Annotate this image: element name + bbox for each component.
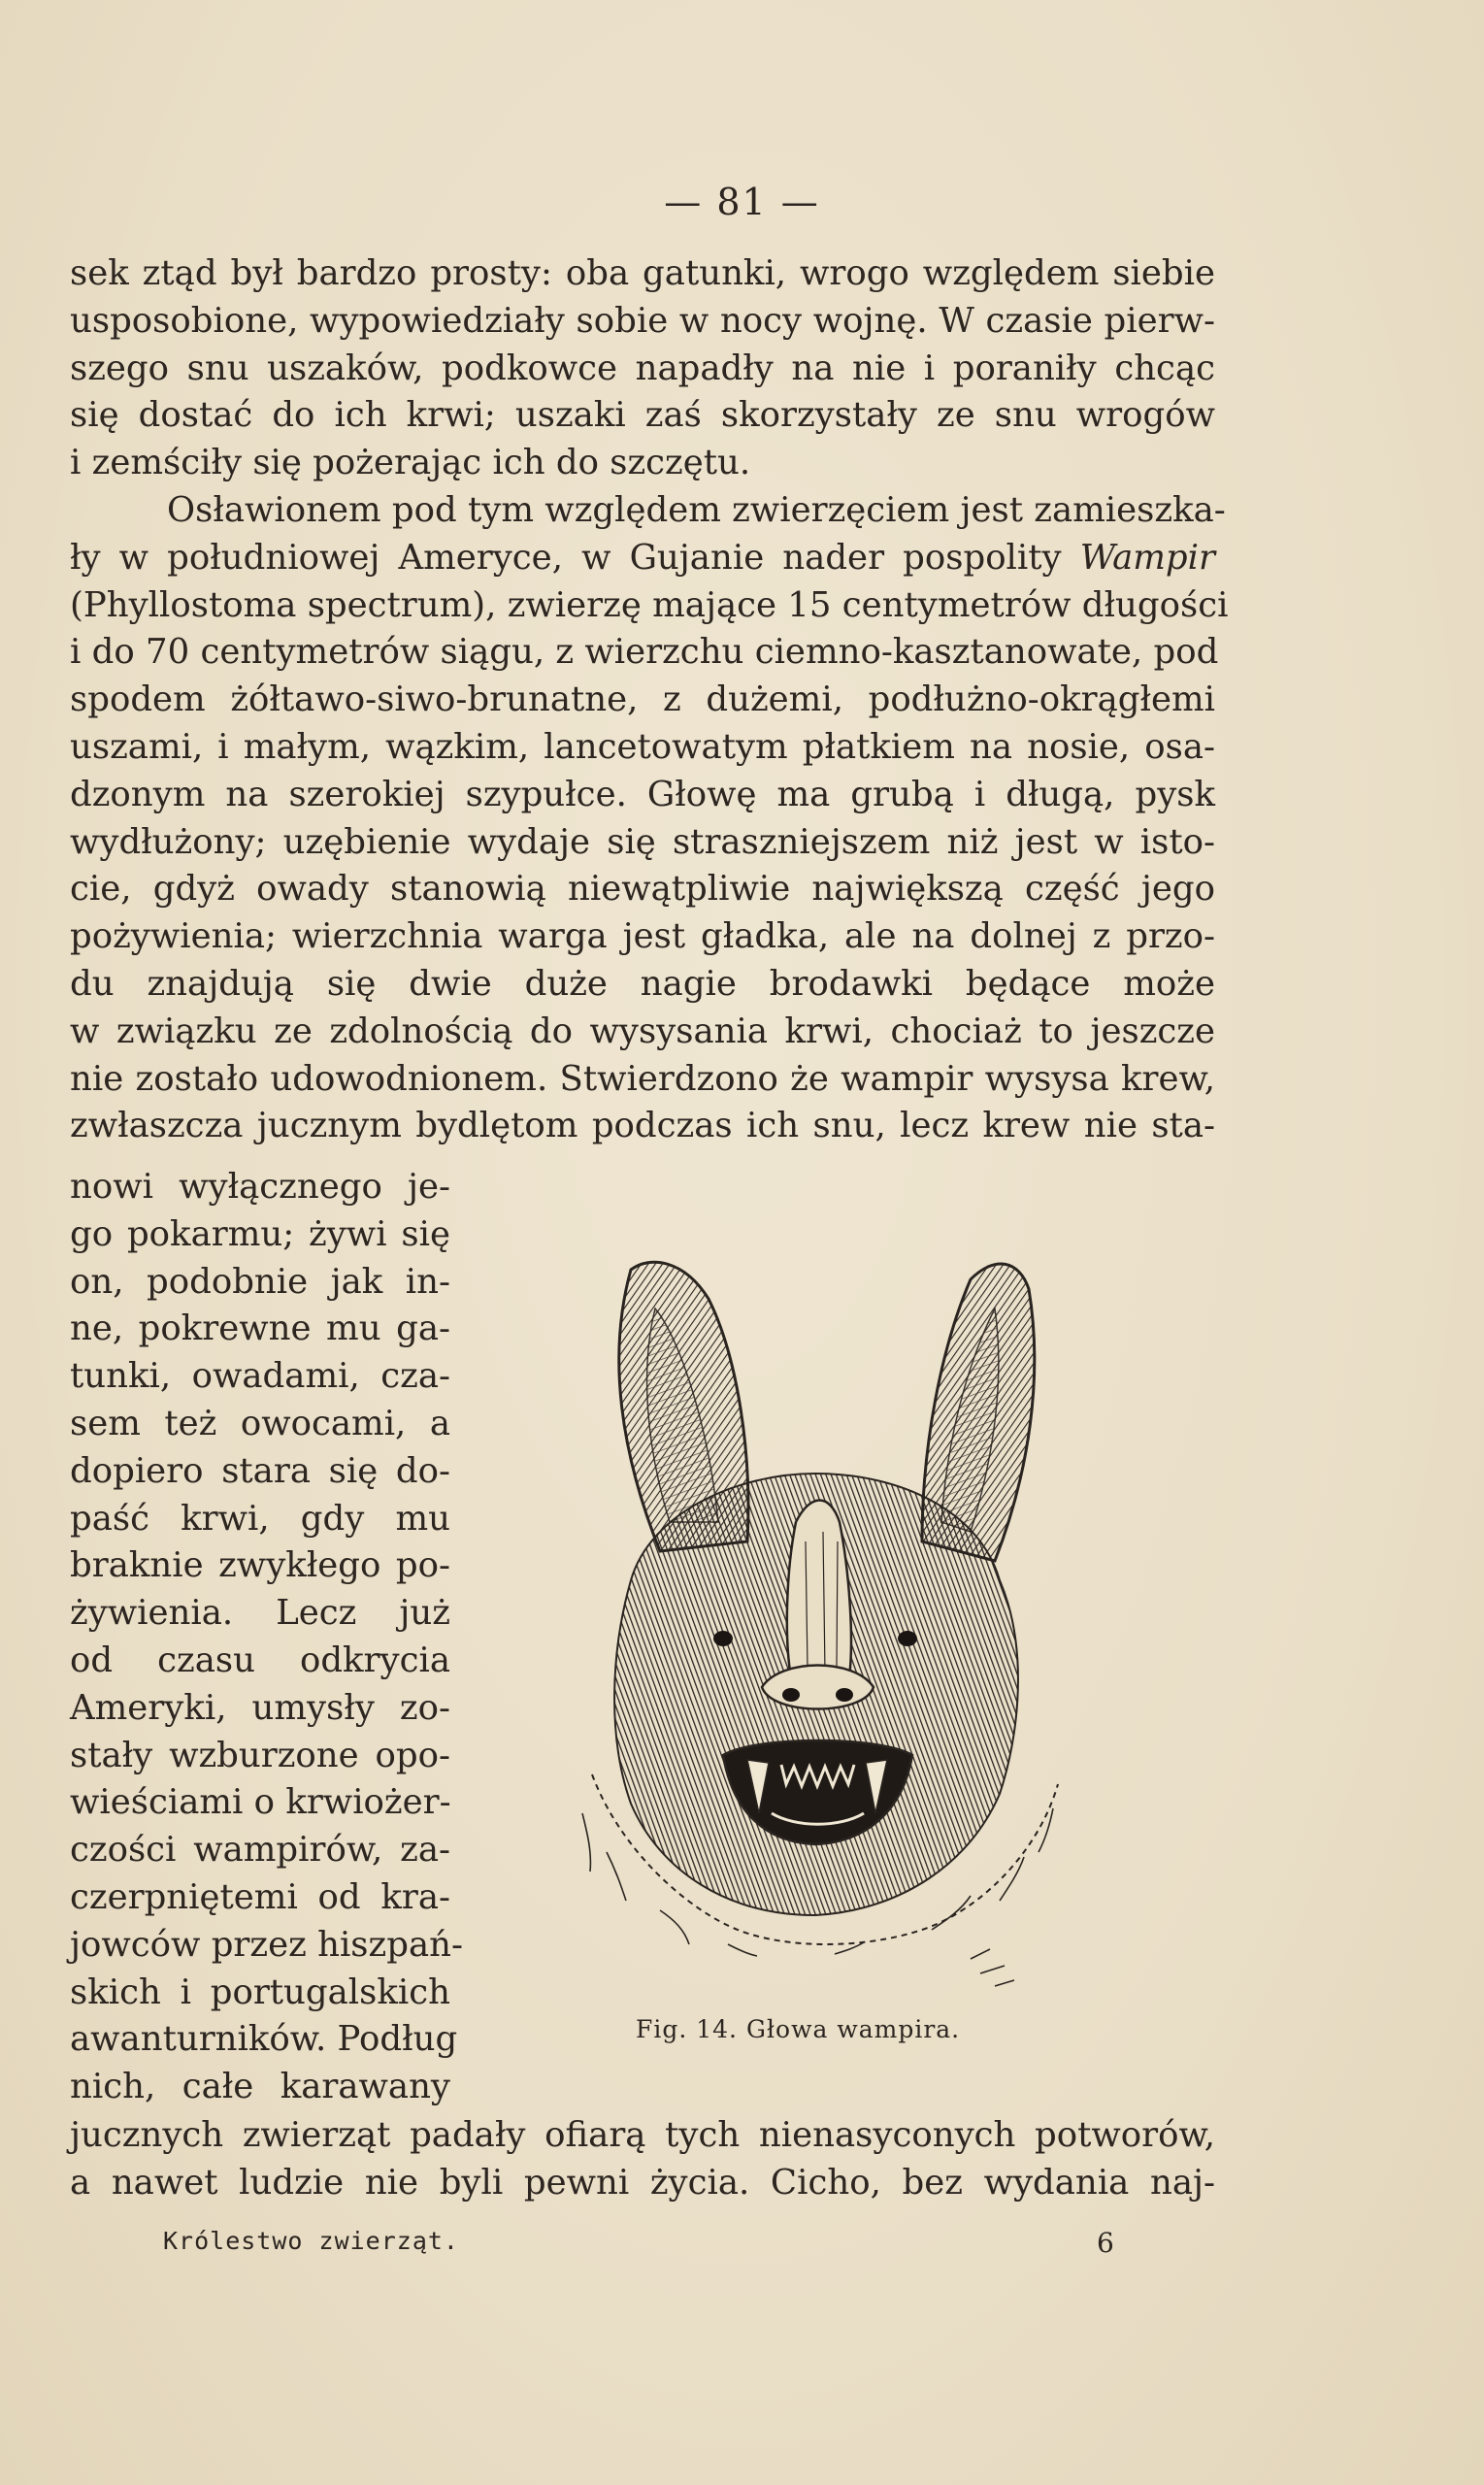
left-column-text: [70, 1164, 463, 2111]
text-line: (Phyllostoma spectrum), zwierzę mające 15 centymetrów długości: [70, 584, 1229, 625]
text-line: pożywienia; wierzchnia warga jest gładka, ale na dolnej z przo-: [70, 916, 1215, 957]
text-line: usposobione, wypowiedziały sobie w nocy wojnę. W czasie pierw-: [70, 300, 1215, 341]
text-line: sek ztąd był bardzo prosty: oba gatunki, wrogo względem siebie: [70, 253, 1215, 293]
text-line: a nawet ludzie nie byli pewni życia. Cicho, bez wydania naj-: [70, 2162, 1215, 2203]
text-line: zwłaszcza jucznym bydlętom podczas ich snu, lecz krew nie sta-: [70, 1106, 1215, 1146]
text-line: paść krwi, gdy mu: [70, 1498, 450, 1539]
text-line: tunki, owadami, cza-: [70, 1356, 450, 1397]
text-line: stały wzburzone opo-: [70, 1735, 450, 1775]
text-line: dopiero stara się do-: [70, 1450, 450, 1491]
text-line: du znajdują się dwie duże nagie brodawki będące może: [70, 963, 1215, 1004]
text-line: [70, 535, 1215, 582]
text-line: wieściami o krwiożer-: [70, 1782, 451, 1823]
text-line: go pokarmu; żywi się: [70, 1213, 450, 1254]
text-line: uszami, i małym, wązkim, lancetowatym płatkiem na nosie, osa-: [70, 726, 1215, 767]
text-line: żywienia. Lecz już: [70, 1593, 450, 1634]
text-line: się dostać do ich krwi; uszaki zaś skorzystały ze snu wrogów: [70, 395, 1215, 436]
text-line: Osławionem pod tym względem zwierzęciem jest zamieszka-: [167, 489, 1226, 530]
text-line: sem też owocami, a: [70, 1403, 450, 1443]
species-name: Wampir: [1079, 537, 1215, 578]
text-line: skich i portugalskich: [70, 1971, 450, 2012]
bottom-text-block: [70, 2112, 1215, 2207]
page-number: — 81 —: [664, 181, 820, 223]
text-line: jucznych zwierząt padały ofiarą tych nienasyconych potworów,: [70, 2115, 1215, 2155]
text-line: wydłużony; uzębienie wydaje się straszniejszem niż jest w isto-: [70, 821, 1215, 862]
text-line: od czasu odkrycia: [70, 1640, 450, 1680]
text-line: awanturników. Podług: [70, 2019, 458, 2060]
text-line: szego snu uszaków, podkowce napadły na nie i poraniły chcąc: [70, 348, 1215, 388]
top-text-block: [70, 250, 1229, 1150]
text-line: w związku ze zdolnością do wysysania krwi, chociaż to jeszcze: [70, 1011, 1215, 1051]
text-line: czerpniętemi od kra-: [70, 1876, 450, 1917]
text-line: nowi wyłącznego je-: [70, 1167, 450, 1207]
text-line: dzonym na szerokiej szypułce. Głowę ma grubą i długą, pysk: [70, 774, 1215, 814]
text-line-part: ły w południowej Ameryce, w Gujanie nader pospolity: [70, 537, 1062, 578]
text-line: nich, całe karawany: [70, 2067, 450, 2107]
text-line: on, podobnie jak in-: [70, 1261, 450, 1302]
text-line: spodem żółtawo-siwo-brunatne, z dużemi, podłużno-okrągłemi: [70, 679, 1215, 720]
text-line: nie zostało udowodnionem. Stwierdzono że wampir wysysa krew,: [70, 1058, 1215, 1099]
text-line: jowców przez hiszpań-: [70, 1924, 463, 1965]
text-line: ne, pokrewne mu ga-: [70, 1309, 450, 1349]
text-line: braknie zwykłego po-: [70, 1545, 450, 1586]
text-line: i do 70 centymetrów siągu, z wierzchu ciemno-kasztanowate, pod: [70, 632, 1219, 673]
bat-head-illustration: [514, 1231, 1097, 2007]
text-line: Ameryki, umysły zo-: [70, 1687, 450, 1728]
footer-title: Królestwo zwierząt.: [163, 2227, 459, 2255]
text-line: czości wampirów, za-: [70, 1830, 450, 1871]
figure-caption: Fig. 14. Głowa wampira.: [636, 2015, 961, 2043]
text-line: cie, gdyż owady stanowią niewątpliwie największą część jego: [70, 869, 1215, 910]
text-line: i zemściły się pożerając ich do szczętu.: [70, 443, 751, 483]
footer-signature: 6: [1097, 2227, 1114, 2259]
